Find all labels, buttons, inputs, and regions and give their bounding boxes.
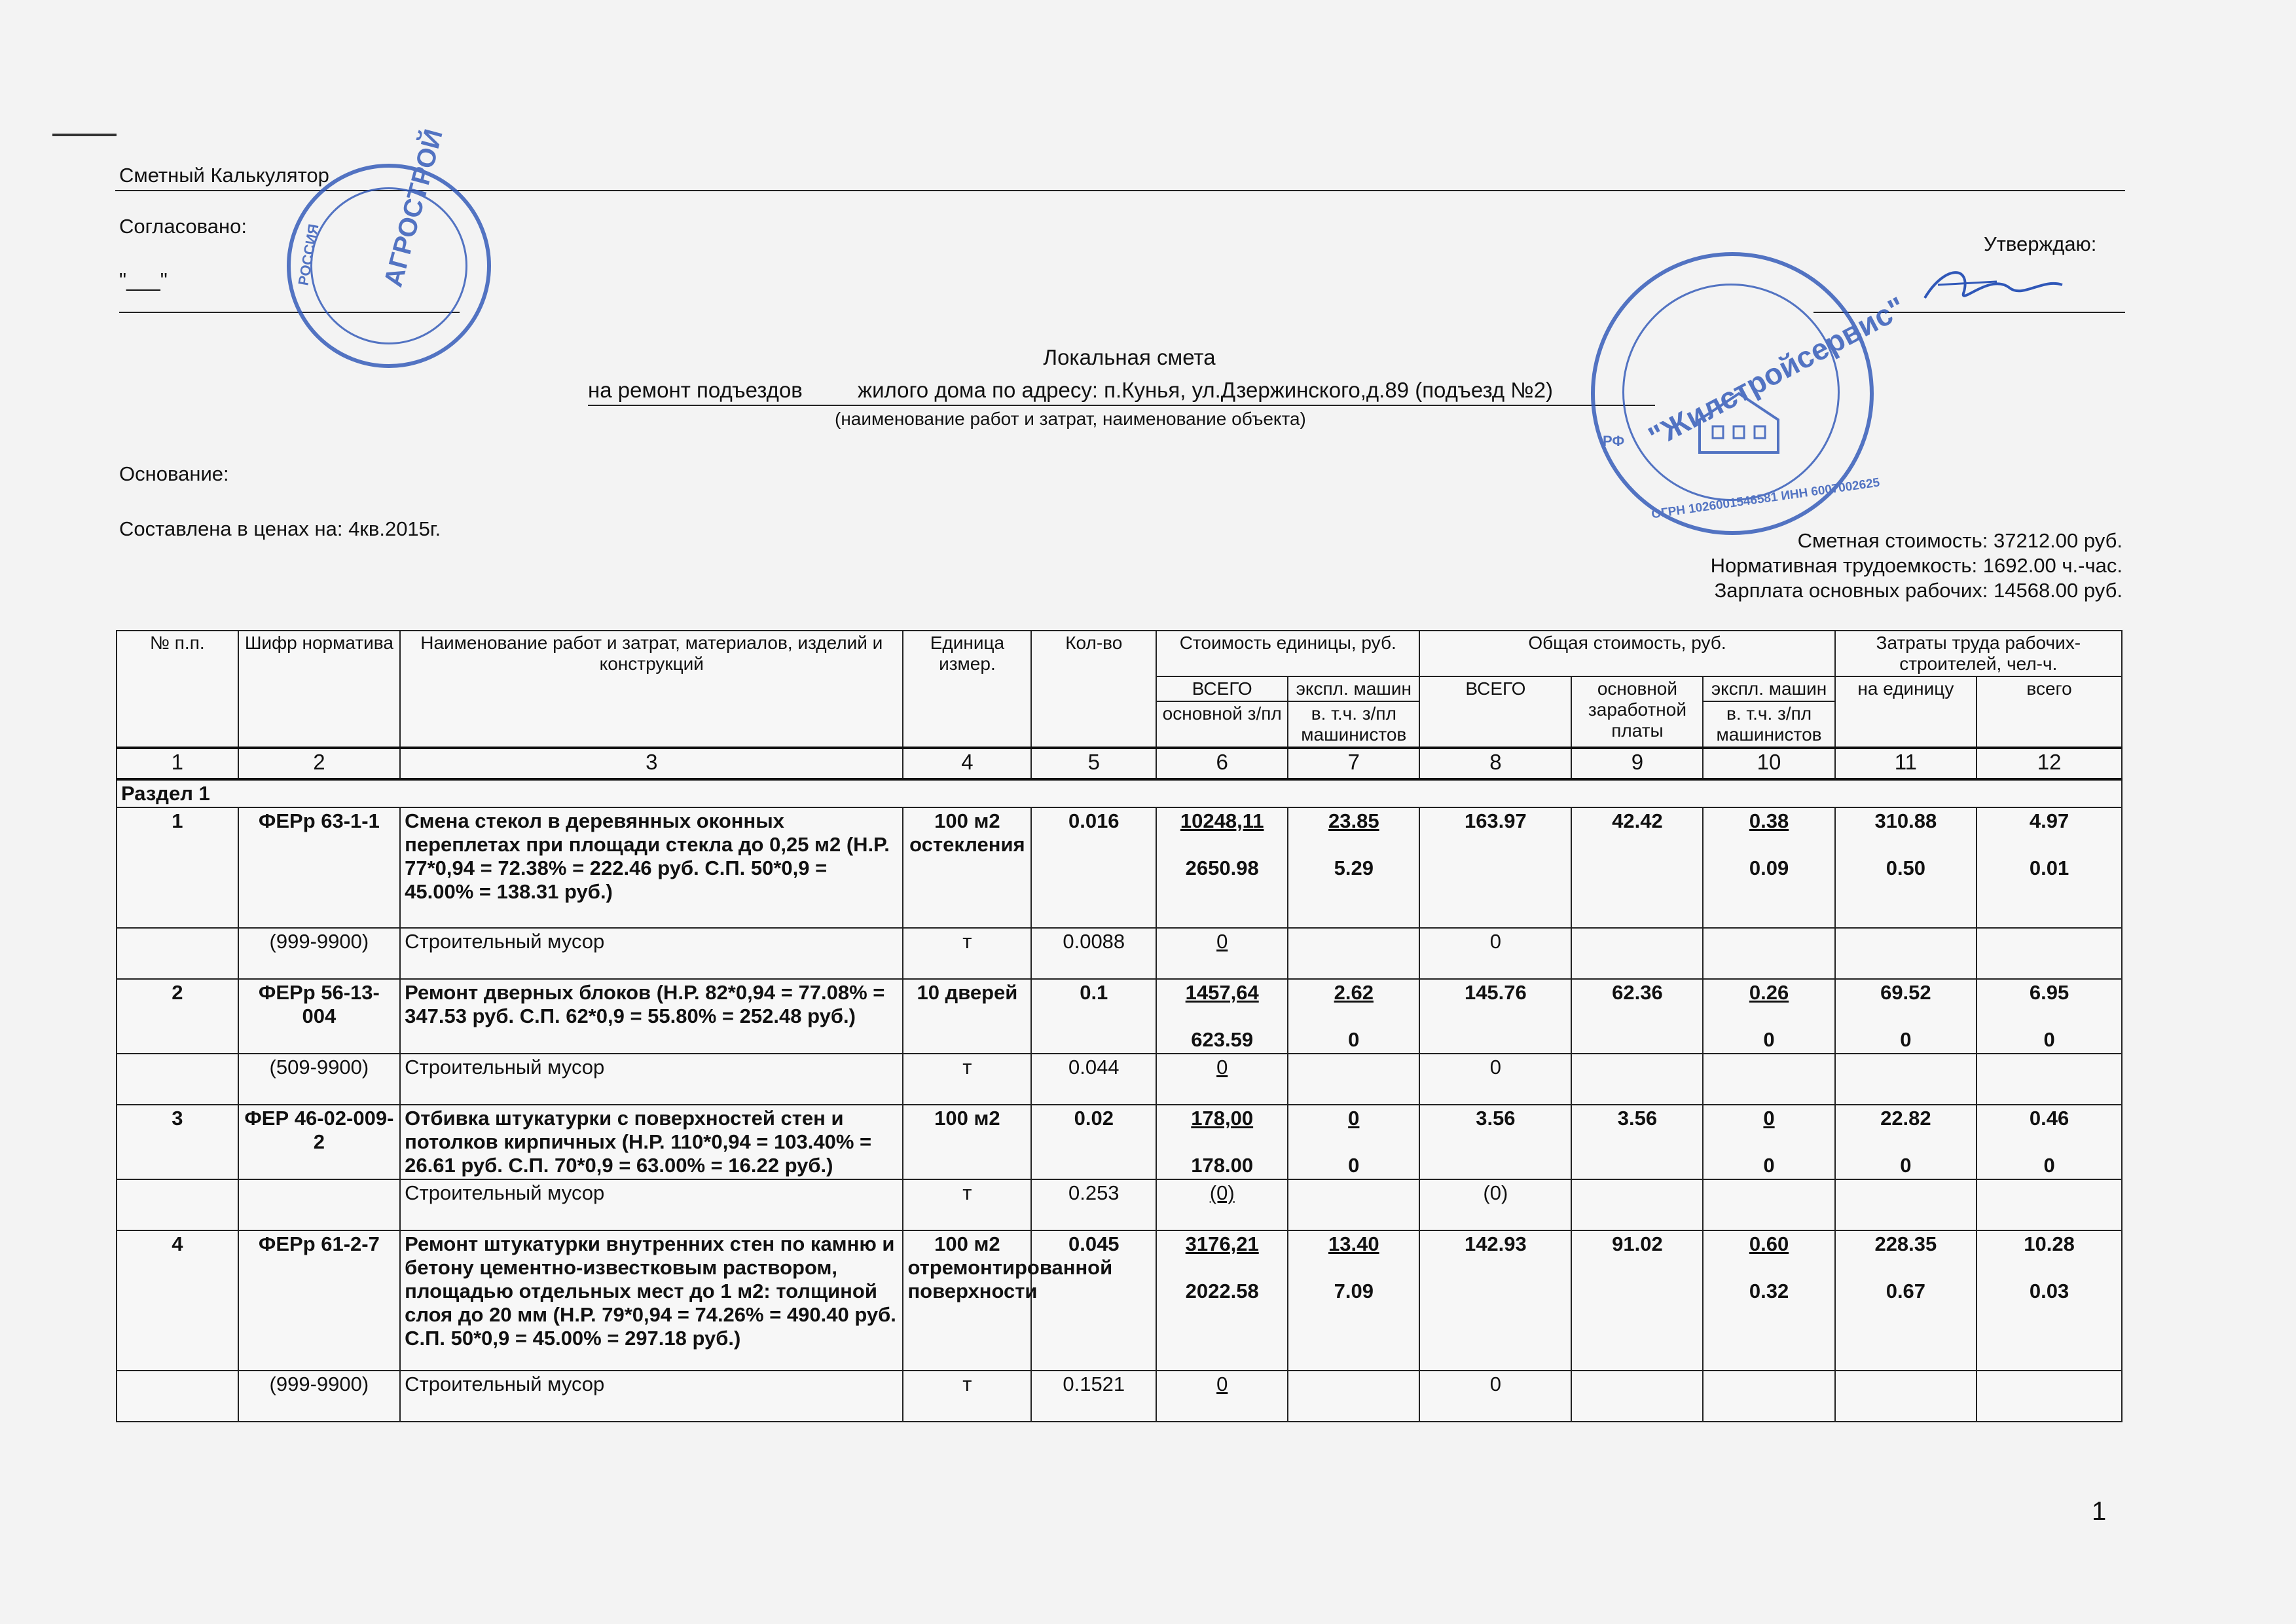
column-number: 4	[903, 748, 1031, 779]
th-unit-cost: Стоимость единицы, руб.	[1156, 631, 1419, 676]
cell-name: Отбивка штукатурки с поверхностей стен и потолков кирпичных (Н.Р. 110*0,94 = 103.40% = 26.61 руб. С.П. 70*0,9 = 63.00% = 16.22 руб.)	[400, 1105, 903, 1179]
cell-unit: 100 м2 остекления	[903, 807, 1031, 928]
cell-qty: 0.045	[1031, 1230, 1156, 1371]
cell-name: Строительный мусор	[400, 928, 903, 979]
cell-unit-cost: (0)	[1156, 1179, 1288, 1230]
cell-machines	[1703, 928, 1834, 979]
cell-num: 4	[117, 1230, 238, 1371]
cell-unit: т	[903, 928, 1031, 979]
cell-labor-total	[1977, 1054, 2122, 1105]
cell-labor-per-unit: 22.82 0	[1835, 1105, 1977, 1179]
cell-name: Строительный мусор	[400, 1054, 903, 1105]
table-row	[117, 1230, 2122, 1371]
section-row	[117, 779, 2122, 807]
cell-unit-machines	[1288, 928, 1419, 979]
table-row	[117, 807, 2122, 928]
cell-unit: т	[903, 1179, 1031, 1230]
column-number: 11	[1835, 748, 1977, 779]
th-labor: Затраты труда рабочих-строителей, чел-ч.	[1835, 631, 2122, 676]
signature	[1918, 259, 2069, 311]
th-total-cost: Общая стоимость, руб.	[1419, 631, 1834, 676]
cell-total-cost: 0	[1419, 928, 1571, 979]
app-name: Сметный Калькулятор	[119, 164, 329, 187]
cell-num	[117, 928, 238, 979]
cell-code: ФЕР 46-02-009-2	[238, 1105, 401, 1179]
cell-unit-cost: 10248,11 2650.98	[1156, 807, 1288, 928]
cell-name: Ремонт дверных блоков (Н.Р. 82*0,94 = 77.08% = 347.53 руб. С.П. 62*0,9 = 55.80% = 252.48 руб.)	[400, 979, 903, 1054]
stamp-right	[1591, 252, 1911, 535]
cell-name: Ремонт штукатурки внутренних стен по камню и бетону цементно-известковым раствором, площадью отдельных мест до 1 м2: толщиной слоя до 20 мм (Н.Р. 79*0,94 = 74.26% = 490.40 руб. С.П. 50*0,9 = 45.00% = 297.18 руб.)	[400, 1230, 903, 1371]
cost-total: Сметная стоимость: 37212.00 руб.	[1797, 529, 2123, 552]
prices-label: Составлена в ценах на: 4кв.2015г.	[119, 517, 441, 540]
column-number: 7	[1288, 748, 1419, 779]
th-name: Наименование работ и затрат, материалов, изделий и конструкций	[400, 631, 903, 748]
cell-num: 2	[117, 979, 238, 1054]
cell-base-wages	[1571, 1054, 1703, 1105]
column-number: 3	[400, 748, 903, 779]
column-number: 8	[1419, 748, 1571, 779]
table-row	[117, 1179, 2122, 1230]
cell-unit: т	[903, 1054, 1031, 1105]
th-per-unit: на единицу	[1835, 676, 1977, 748]
cell-total-cost: 163.97	[1419, 807, 1571, 928]
salary-total: Зарплата основных рабочих: 14568.00 руб.	[1714, 579, 2123, 602]
th-code: Шифр норматива	[238, 631, 401, 748]
stamp-right-left: РФ	[1603, 433, 1625, 449]
th-total: всего	[1977, 676, 2122, 748]
th-all2: ВСЕГО	[1419, 676, 1571, 748]
corner-mark	[52, 134, 117, 136]
cell-unit: т	[903, 1371, 1031, 1422]
cell-num: 3	[117, 1105, 238, 1179]
cell-qty: 0.1521	[1031, 1371, 1156, 1422]
cell-base-wages: 42.42	[1571, 807, 1703, 928]
cell-unit: 100 м2	[903, 1105, 1031, 1179]
cell-labor-total: 6.95 0	[1977, 979, 2122, 1054]
column-numbers-row	[117, 748, 2122, 779]
th-all: ВСЕГО	[1156, 676, 1288, 701]
cell-qty: 0.253	[1031, 1179, 1156, 1230]
cell-base-wages	[1571, 1371, 1703, 1422]
stamp-left	[287, 126, 491, 368]
cell-labor-per-unit	[1835, 928, 1977, 979]
cell-machines	[1703, 1371, 1834, 1422]
cell-unit-machines	[1288, 1371, 1419, 1422]
cell-num	[117, 1179, 238, 1230]
stamp-left-country: РОССИЯ	[295, 223, 322, 287]
cell-unit-cost: 3176,21 2022.58	[1156, 1230, 1288, 1371]
cell-code: ФЕРр 56-13-004	[238, 979, 401, 1054]
cell-labor-per-unit: 69.52 0	[1835, 979, 1977, 1054]
cell-qty: 0.0088	[1031, 928, 1156, 979]
cell-unit-cost: 0	[1156, 1054, 1288, 1105]
agreed-label: Согласовано:	[119, 215, 247, 238]
cell-total-cost: 145.76	[1419, 979, 1571, 1054]
table-row	[117, 979, 2122, 1054]
cell-base-wages: 3.56	[1571, 1105, 1703, 1179]
th-base-salary: основной з/пл	[1156, 701, 1288, 748]
th-num: № п.п.	[117, 631, 238, 748]
cell-labor-per-unit	[1835, 1179, 1977, 1230]
column-number: 9	[1571, 748, 1703, 779]
cell-total-cost: 0	[1419, 1054, 1571, 1105]
cell-machines	[1703, 1179, 1834, 1230]
labor-norm: Нормативная трудоемкость: 1692.00 ч.-час.	[1710, 554, 2123, 577]
building-icon	[1693, 387, 1785, 459]
cell-qty: 0.1	[1031, 979, 1156, 1054]
cell-labor-per-unit: 228.35 0.67	[1835, 1230, 1977, 1371]
th-qty: Кол-во	[1031, 631, 1156, 748]
cell-unit: 100 м2 отремонтированной поверхности	[903, 1230, 1031, 1371]
th-base-wages: основной заработной платы	[1571, 676, 1703, 748]
cell-labor-total	[1977, 1179, 2122, 1230]
cell-machines: 0.26 0	[1703, 979, 1834, 1054]
cell-base-wages: 62.36	[1571, 979, 1703, 1054]
section-title: Раздел 1	[117, 779, 2122, 807]
cell-base-wages	[1571, 1179, 1703, 1230]
cell-unit-cost: 0	[1156, 928, 1288, 979]
estimate-table	[116, 630, 2123, 1422]
subtitle-rule	[588, 405, 1655, 406]
cell-labor-per-unit	[1835, 1054, 1977, 1105]
cell-code: (509-9900)	[238, 1054, 401, 1105]
cell-qty: 0.016	[1031, 807, 1156, 928]
cell-machines: 0 0	[1703, 1105, 1834, 1179]
basis-label: Основание:	[119, 462, 229, 485]
page-number: 1	[2092, 1497, 2107, 1526]
cell-num: 1	[117, 807, 238, 928]
table-row	[117, 1105, 2122, 1179]
th-incl-machinists: в. т.ч. з/пл машинистов	[1288, 701, 1419, 748]
date-blank-left: "___"	[119, 268, 168, 291]
cell-name: Смена стекол в деревянных оконных переплетах при площади стекла до 0,25 м2 (Н.Р. 77*0,94 = 72.38% = 222.46 руб. С.П. 50*0,9 = 45.00% = 138.31 руб.)	[400, 807, 903, 928]
cell-num	[117, 1054, 238, 1105]
cell-qty: 0.02	[1031, 1105, 1156, 1179]
cell-unit-cost: 1457,64 623.59	[1156, 979, 1288, 1054]
th-machines: экспл. машин	[1288, 676, 1419, 701]
cell-name: Строительный мусор	[400, 1179, 903, 1230]
subtitle-caption: (наименование работ и затрат, наименование объекта)	[835, 409, 1306, 429]
cell-labor-total: 10.28 0.03	[1977, 1230, 2122, 1371]
th-unit: Единица измер.	[903, 631, 1031, 748]
cell-num	[117, 1371, 238, 1422]
cell-code: (999-9900)	[238, 1371, 401, 1422]
column-number: 10	[1703, 748, 1834, 779]
cell-total-cost: (0)	[1419, 1179, 1571, 1230]
cell-code: (999-9900)	[238, 928, 401, 979]
column-number: 2	[238, 748, 401, 779]
cell-labor-total: 4.97 0.01	[1977, 807, 2122, 928]
cell-base-wages	[1571, 928, 1703, 979]
table-row	[117, 1371, 2122, 1422]
column-number: 5	[1031, 748, 1156, 779]
cell-labor-total	[1977, 1371, 2122, 1422]
cell-labor-total: 0.46 0	[1977, 1105, 2122, 1179]
cell-unit-machines: 2.62 0	[1288, 979, 1419, 1054]
cell-machines	[1703, 1054, 1834, 1105]
cell-unit-machines: 0 0	[1288, 1105, 1419, 1179]
cell-code: ФЕРр 61-2-7	[238, 1230, 401, 1371]
cell-base-wages: 91.02	[1571, 1230, 1703, 1371]
cell-unit-cost: 0	[1156, 1371, 1288, 1422]
column-number: 1	[117, 748, 238, 779]
cell-unit-machines	[1288, 1179, 1419, 1230]
cell-unit: 10 дверей	[903, 979, 1031, 1054]
cell-machines: 0.38 0.09	[1703, 807, 1834, 928]
cell-unit-machines	[1288, 1054, 1419, 1105]
cell-unit-machines: 23.85 5.29	[1288, 807, 1419, 928]
cell-labor-per-unit: 310.88 0.50	[1835, 807, 1977, 928]
column-number: 12	[1977, 748, 2122, 779]
cell-machines: 0.60 0.32	[1703, 1230, 1834, 1371]
cell-name: Строительный мусор	[400, 1371, 903, 1422]
th-incl-machinists2: в. т.ч. з/пл машинистов	[1703, 701, 1834, 748]
cell-total-cost: 3.56	[1419, 1105, 1571, 1179]
cell-total-cost: 142.93	[1419, 1230, 1571, 1371]
subtitle-main: жилого дома по адресу: п.Кунья, ул.Дзержинского,д.89 (подъезд №2)	[858, 378, 1554, 402]
stamp-right-bottom: ОГРН 1026001546581 ИНН 6007002625	[1650, 475, 1881, 522]
table-row	[117, 928, 2122, 979]
th-machines2: экспл. машин	[1703, 676, 1834, 701]
stamp-left-center: АГРОСТРОЙ	[378, 126, 448, 290]
cell-qty: 0.044	[1031, 1054, 1156, 1105]
document-title: Локальная смета	[1043, 345, 1216, 369]
cell-code: ФЕРр 63-1-1	[238, 807, 401, 928]
stamp-right-center: "Жилстройсервис"	[1643, 289, 1911, 454]
table-row	[117, 1054, 2122, 1105]
subtitle-prefix: на ремонт подъездов	[588, 378, 803, 402]
cell-labor-per-unit	[1835, 1371, 1977, 1422]
cell-labor-total	[1977, 928, 2122, 979]
approve-label: Утверждаю:	[1984, 232, 2097, 255]
column-number: 6	[1156, 748, 1288, 779]
cell-unit-machines: 13.40 7.09	[1288, 1230, 1419, 1371]
cell-unit-cost: 178,00 178.00	[1156, 1105, 1288, 1179]
cell-code	[238, 1179, 401, 1230]
cell-total-cost: 0	[1419, 1371, 1571, 1422]
